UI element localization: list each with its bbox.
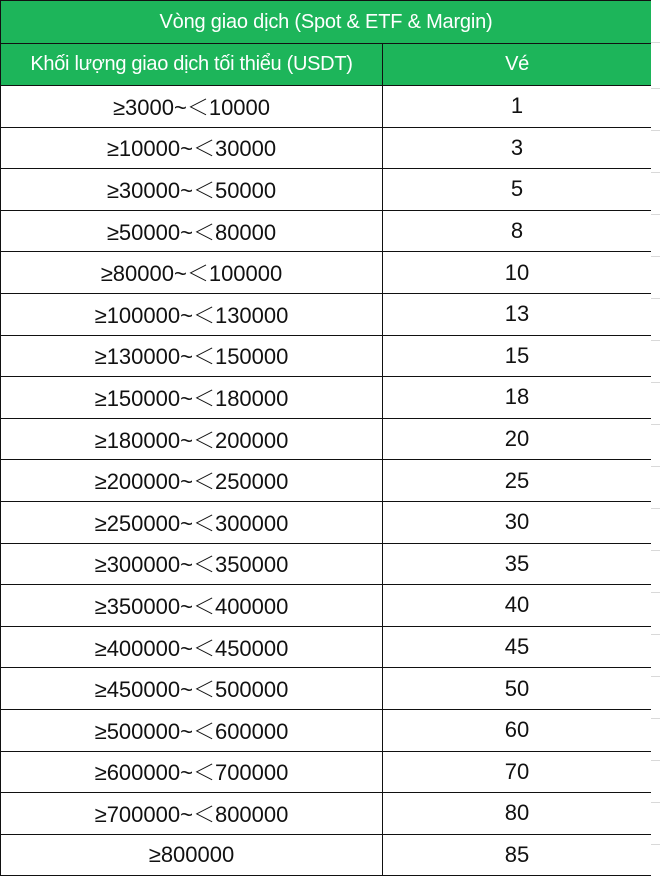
gridline: [651, 214, 660, 215]
volume-cell: ≥450000~＜500000: [1, 668, 383, 710]
tickets-cell: 25: [383, 460, 652, 502]
volume-cell: ≥400000~＜450000: [1, 626, 383, 668]
gridline: [651, 466, 660, 467]
table-row: [1, 460, 652, 502]
table-row: [1, 86, 652, 128]
gridline: [651, 298, 660, 299]
volume-cell: ≥250000~＜300000: [1, 501, 383, 543]
gridline: [651, 550, 660, 551]
gridline: [651, 42, 660, 43]
volume-cell: ≥500000~＜600000: [1, 709, 383, 751]
tickets-cell: 40: [383, 585, 652, 627]
gridline: [651, 88, 660, 89]
table-title-row: [1, 1, 652, 44]
tickets-cell: 80: [383, 793, 652, 835]
table-row: [1, 751, 652, 793]
tickets-cell: 85: [383, 834, 652, 876]
volume-cell: ≥3000~＜10000: [1, 86, 383, 128]
tickets-cell: 35: [383, 543, 652, 585]
gridline: [651, 382, 660, 383]
column-header-tickets: Vé: [383, 44, 652, 86]
gridline: [651, 256, 660, 257]
volume-cell: ≥130000~＜150000: [1, 335, 383, 377]
volume-cell: ≥350000~＜400000: [1, 585, 383, 627]
table-row: [1, 293, 652, 335]
tickets-cell: 18: [383, 377, 652, 419]
gridline: [651, 340, 660, 341]
gridline: [651, 508, 660, 509]
table-row: [1, 834, 652, 876]
tickets-cell: 8: [383, 210, 652, 252]
table-row: [1, 169, 652, 211]
table-row: [1, 252, 652, 294]
table-row: [1, 668, 652, 710]
table-row: [1, 709, 652, 751]
volume-cell: ≥80000~＜100000: [1, 252, 383, 294]
tickets-cell: 13: [383, 293, 652, 335]
table-row: [1, 626, 652, 668]
tickets-cell: 1: [383, 86, 652, 128]
table-title: Vòng giao dịch (Spot & ETF & Margin): [1, 1, 652, 44]
gridline: [651, 844, 660, 845]
table-row: [1, 418, 652, 460]
tickets-cell: 60: [383, 709, 652, 751]
gridline: [651, 130, 660, 131]
gridline: [651, 718, 660, 719]
tickets-cell: 5: [383, 169, 652, 211]
table-body: [1, 86, 652, 876]
volume-cell: ≥300000~＜350000: [1, 543, 383, 585]
gridline: [651, 802, 660, 803]
gridline: [651, 676, 660, 677]
volume-cell: ≥100000~＜130000: [1, 293, 383, 335]
volume-cell: ≥30000~＜50000: [1, 169, 383, 211]
tickets-cell: 45: [383, 626, 652, 668]
tickets-cell: 20: [383, 418, 652, 460]
volume-cell: ≥50000~＜80000: [1, 210, 383, 252]
table-row: [1, 585, 652, 627]
gridline: [651, 172, 660, 173]
table-row: [1, 543, 652, 585]
table-row: [1, 377, 652, 419]
table-row: [1, 210, 652, 252]
gridline: [651, 592, 660, 593]
column-header-volume: Khối lượng giao dịch tối thiểu (USDT): [1, 44, 383, 86]
table-row: [1, 793, 652, 835]
table-row: [1, 127, 652, 169]
volume-cell: ≥10000~＜30000: [1, 127, 383, 169]
sheet-gutter: [651, 0, 660, 888]
volume-cell: ≥700000~＜800000: [1, 793, 383, 835]
gridline: [651, 424, 660, 425]
tickets-cell: 30: [383, 501, 652, 543]
volume-cell: ≥200000~＜250000: [1, 460, 383, 502]
volume-cell: ≥180000~＜200000: [1, 418, 383, 460]
tickets-cell: 10: [383, 252, 652, 294]
tickets-cell: 3: [383, 127, 652, 169]
volume-cell: ≥150000~＜180000: [1, 377, 383, 419]
gridline: [651, 634, 660, 635]
tickets-cell: 15: [383, 335, 652, 377]
volume-cell: ≥600000~＜700000: [1, 751, 383, 793]
tickets-cell: 70: [383, 751, 652, 793]
table-header-row: [1, 44, 652, 86]
table-row: [1, 501, 652, 543]
tickets-cell: 50: [383, 668, 652, 710]
table-row: [1, 335, 652, 377]
volume-cell: ≥800000: [1, 834, 383, 876]
gridline: [651, 760, 660, 761]
